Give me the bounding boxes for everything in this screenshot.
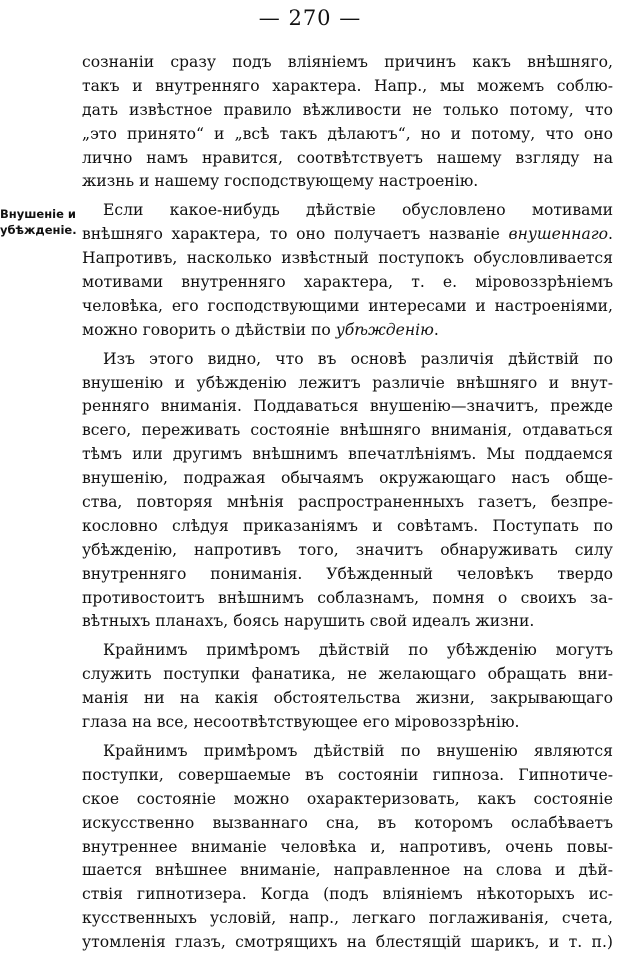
text-line: шается внѣшнее вниманiе, направленное на слова и дѣй- [82,861,613,880]
text-line: ства, повторяя мнѣнiя распространенныхъ газетъ, безпре- [82,493,613,512]
text-line: глаза на все, несоотвѣтствующее его мiровоззрѣнiю. [82,713,520,732]
text-line: внутренняго пониманiя. Убѣжденный человѣкъ твердо [82,564,613,583]
text-line: вѣтныхъ планахъ, боясь нарушить свой идеалъ жизни. [82,612,535,631]
text-line: лично намъ нравится, соотвѣтствуетъ нашему взгляду на [82,148,613,167]
text-line: кусственныхъ условiй, напр., легкаго поглаживанiя, счета, [82,909,613,928]
text-line: внушенiю, подражая обычаямъ окружающаго насъ обще- [82,469,613,488]
text-line: внутреннее вниманiе человѣка и, напротивъ, очень повы- [82,837,613,856]
text-line: Напротивъ, насколько извѣстный поступокъ обусловливается [82,249,613,268]
paragraph [82,51,613,194]
text-line: кословно слѣдуя приказанiямъ и совѣтамъ. Поступать по [82,516,613,535]
text-line: такъ и внутренняго характера. Напр., мы можемъ соблю- [82,76,613,95]
text-line: убѣжденiю, напротивъ того, значитъ обнаруживать силу [82,540,613,559]
margin-note-line: убѣжденiе. [0,223,77,237]
text-line: искусственно вызваннаго сна, въ которомъ ослабѣваетъ [82,813,613,832]
margin-note-line: Внушенiе и [0,207,76,221]
text-line: человѣка, его господствующими интересами и настроенiями, [82,296,613,315]
text-line: утомленiя глазъ, смотрящихъ на блестящiй шарикъ, и т. п.) [82,933,613,952]
text-line: тѣмъ или другимъ внѣшнимъ впечатлѣнiямъ. Мы поддаемся [82,445,613,464]
text-line: поступки, совершаемые въ состоянiи гипноза. Гипнотиче- [82,765,613,784]
text-line: сознанiи сразу подъ влiянiемъ причинъ какъ внѣшняго, [82,53,613,71]
text-line: всего, переживать состоянiе внѣшняго вниманiя, отдаваться [82,421,613,440]
text-line: „это принято“ и „всѣ такъ дѣлаютъ“, но и потому, что оно [82,124,613,143]
paragraph [82,199,613,342]
margin-note [0,206,80,238]
text-line: внѣшняго характера, то оно получаетъ названiе внушеннаго. [82,225,613,244]
paragraph [82,639,613,735]
text-line: мотивами внутренняго характера, т. е. мiровоззрѣнiемъ [82,273,613,292]
text-line: жизнь и нашему господствующему настроенiю. [82,172,479,191]
text-line: ствiя гипнотизера. Когда (подъ влiянiемъ нѣкоторыхъ ис- [82,885,613,904]
page-number: — 270 — [258,6,362,30]
text-line: дать извѣстное правило вѣжливости не только потому, что [82,100,613,119]
text-line: служить поступки фанатика, не желающаго обращать вни- [82,665,613,684]
text-line: ренняго вниманiя. Поддаваться внушенiю—значитъ, прежде [82,397,613,416]
text-line: ское состоянiе можно охарактеризовать, какъ состоянiе [82,789,613,808]
text-line: манiя ни на какiя обстоятельства жизни, закрывающаго [82,689,613,708]
text-line: Крайнимъ примѣромъ дѣйствiй по внушенiю являются [103,741,613,760]
paragraph [82,348,613,635]
text-line: противостоитъ внѣшнимъ соблазнамъ, помня о своихъ за- [82,588,613,607]
text-line: внушенiю и убѣжденiю лежитъ различiе внѣшняго и внут- [82,373,613,392]
text-line: Крайнимъ примѣромъ дѣйствiй по убѣжденiю могутъ [103,641,613,660]
paragraph [82,740,613,955]
body-text [82,51,613,955]
text-line: Изъ этого видно, что въ основѣ различiя дѣйствiй по [103,349,613,368]
text-line: можно говорить о дѣйствiи по убѣжденiю. [82,320,439,339]
text-line: Если какое-нибудь дѣйствiе обусловлено мотивами [103,201,613,220]
